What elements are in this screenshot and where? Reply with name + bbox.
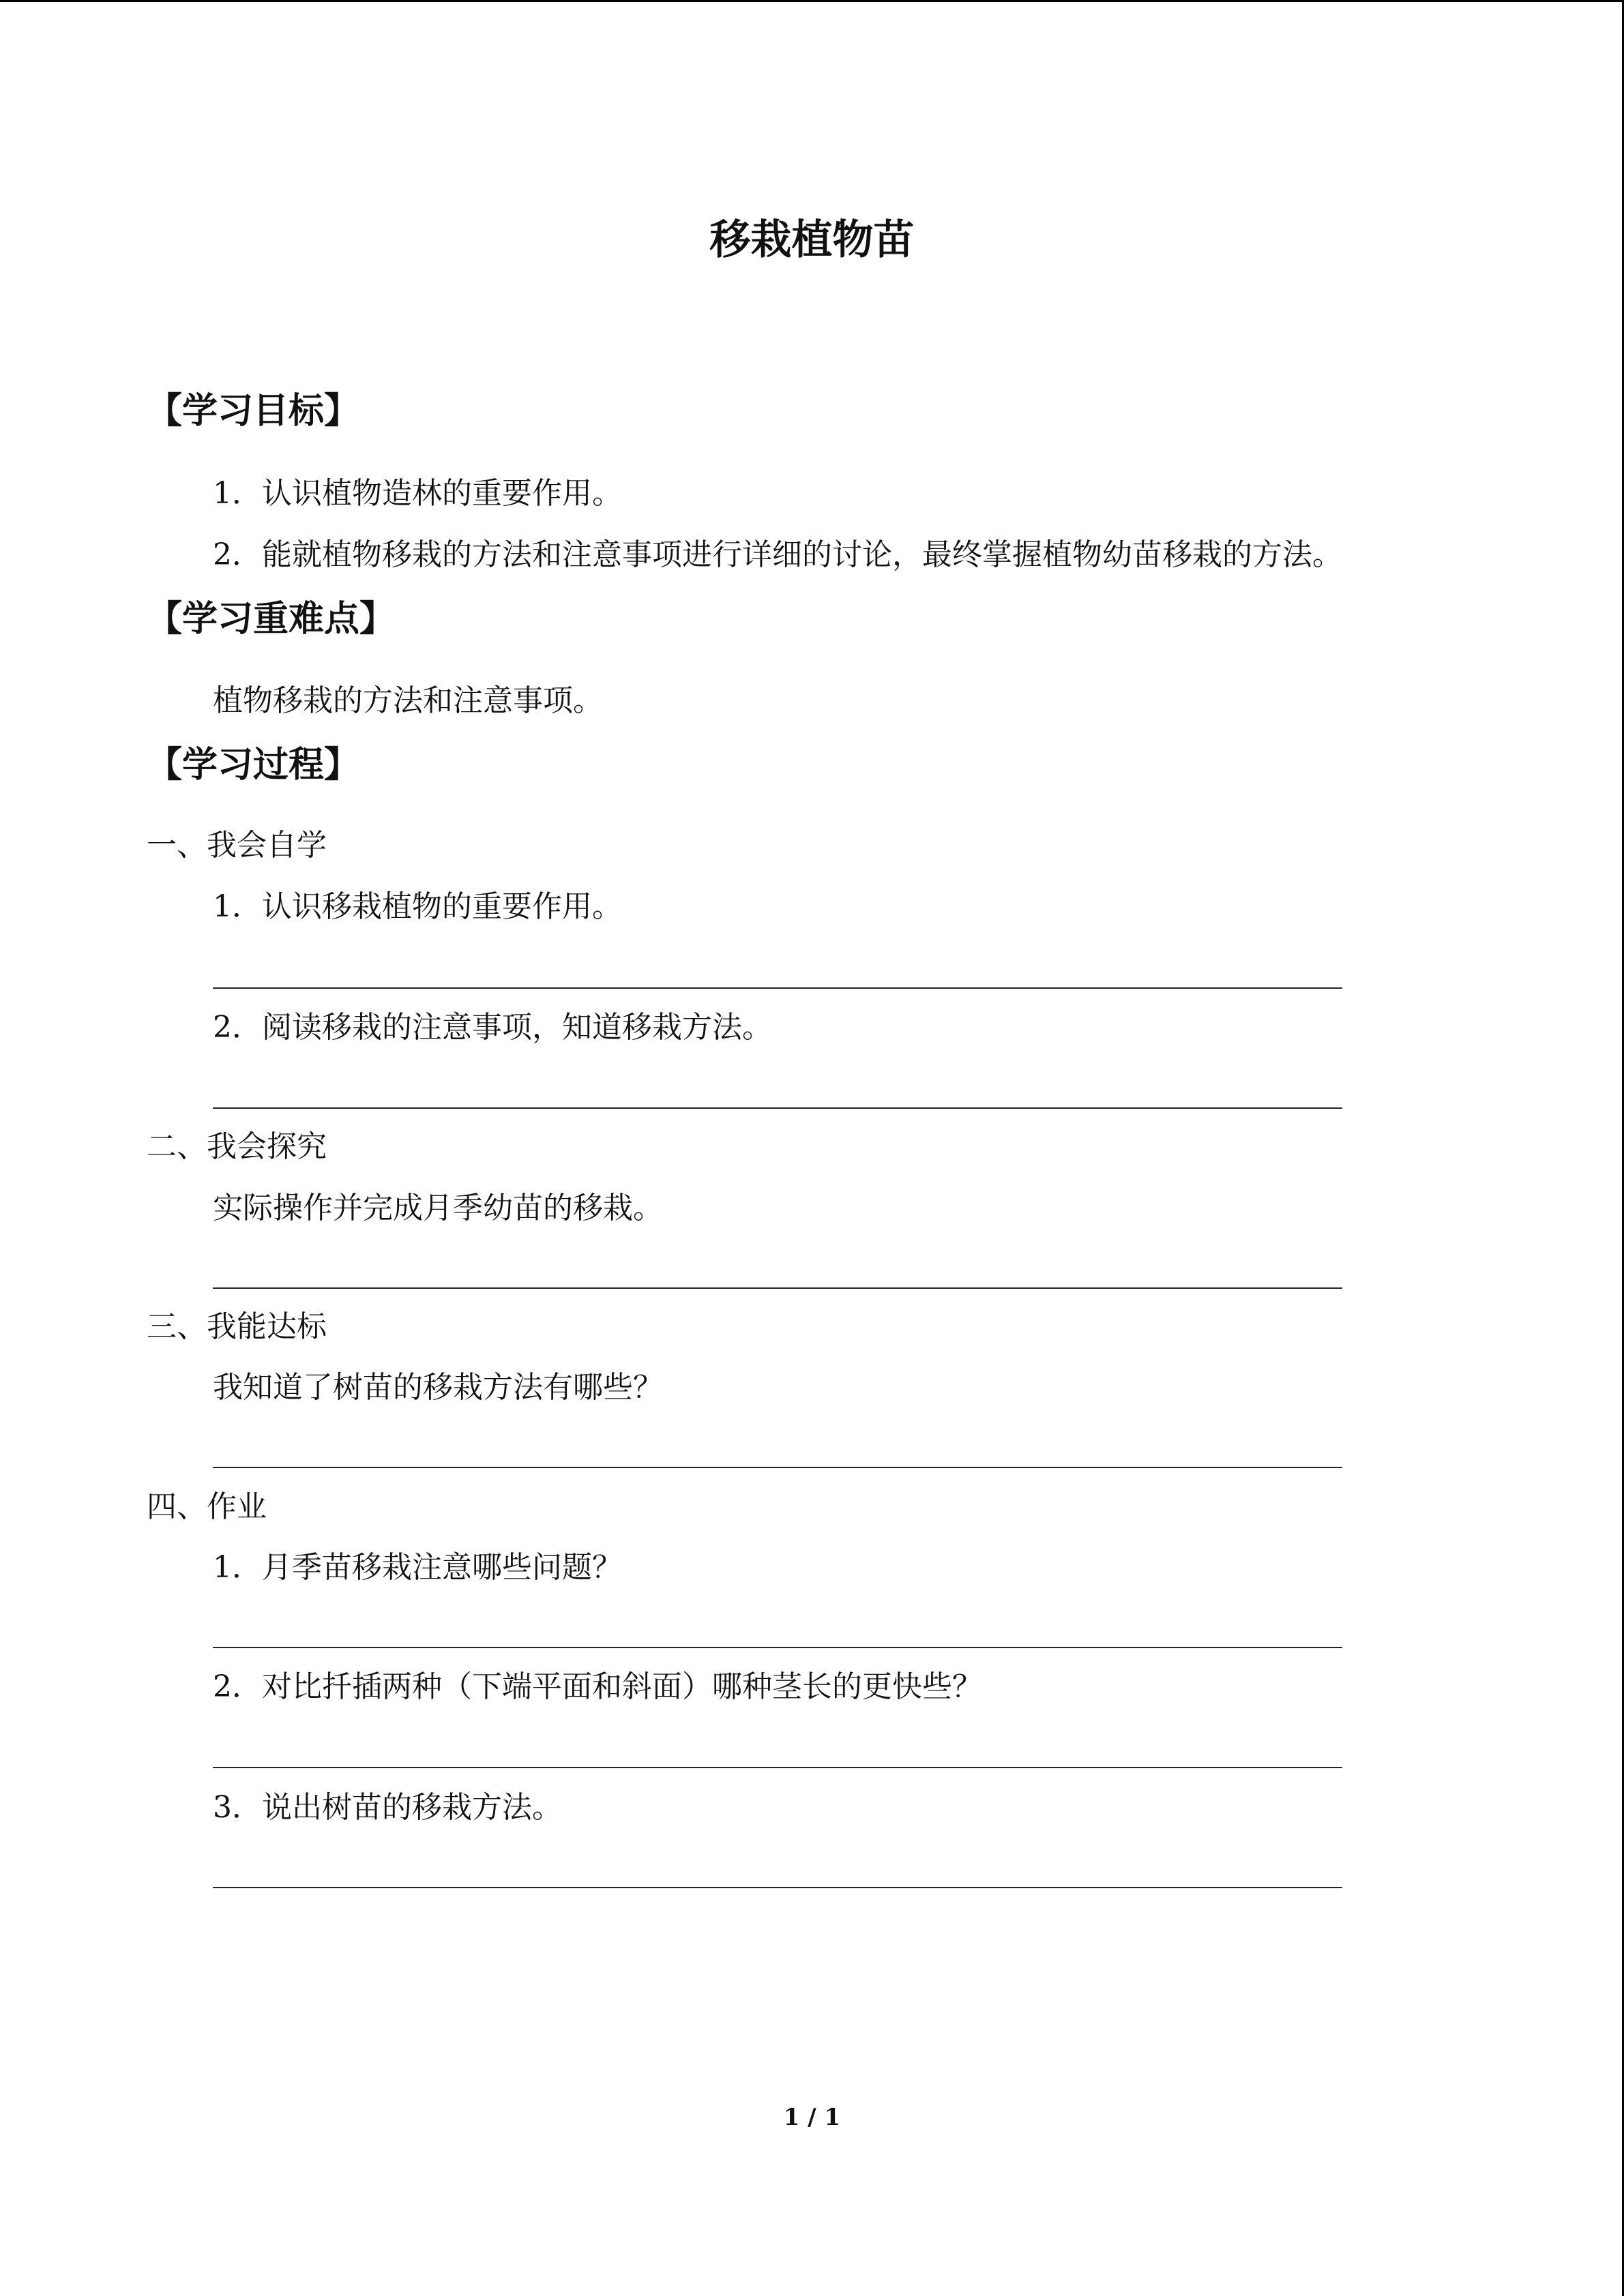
page-title: 移栽植物苗 xyxy=(709,216,915,264)
part2-text: 实际操作并完成月季幼苗的移栽。 xyxy=(213,1191,663,1225)
section-heading-goals: 【学习目标】 xyxy=(147,391,360,432)
answer-line-5[interactable] xyxy=(213,1647,1342,1648)
answer-line-7[interactable] xyxy=(213,1887,1342,1888)
goal-item-1: 1．认识植物造林的重要作用。 xyxy=(213,476,622,511)
part2-title: 二、我会探究 xyxy=(147,1129,327,1164)
answer-line-3[interactable] xyxy=(213,1287,1342,1289)
part4-item-2: 2．对比扦插两种（下端平面和斜面）哪种茎长的更快些？ xyxy=(213,1669,982,1704)
page-number: 1 / 1 xyxy=(783,2104,841,2131)
section-heading-process: 【学习过程】 xyxy=(147,745,360,786)
part4-item-1: 1．月季苗移栽注意哪些问题？ xyxy=(213,1550,622,1585)
answer-line-1[interactable] xyxy=(213,987,1342,989)
key-points-text: 植物移栽的方法和注意事项。 xyxy=(213,683,603,718)
part1-item-1: 1．认识移栽植物的重要作用。 xyxy=(213,889,622,924)
part4-title: 四、作业 xyxy=(147,1489,267,1524)
answer-line-6[interactable] xyxy=(213,1767,1342,1768)
part3-title: 三、我能达标 xyxy=(147,1309,327,1344)
part1-title: 一、我会自学 xyxy=(147,828,327,863)
answer-line-4[interactable] xyxy=(213,1467,1342,1468)
part4-item-3: 3．说出树苗的移栽方法。 xyxy=(213,1790,562,1825)
part1-item-2: 2．阅读移栽的注意事项，知道移栽方法。 xyxy=(213,1010,772,1045)
section-heading-key-points: 【学习重难点】 xyxy=(147,599,396,640)
answer-line-2[interactable] xyxy=(213,1107,1342,1109)
goal-item-2: 2．能就植物移栽的方法和注意事项进行详细的讨论，最终掌握植物幼苗移栽的方法。 xyxy=(213,537,1342,572)
part3-text: 我知道了树苗的移栽方法有哪些？ xyxy=(213,1370,663,1405)
